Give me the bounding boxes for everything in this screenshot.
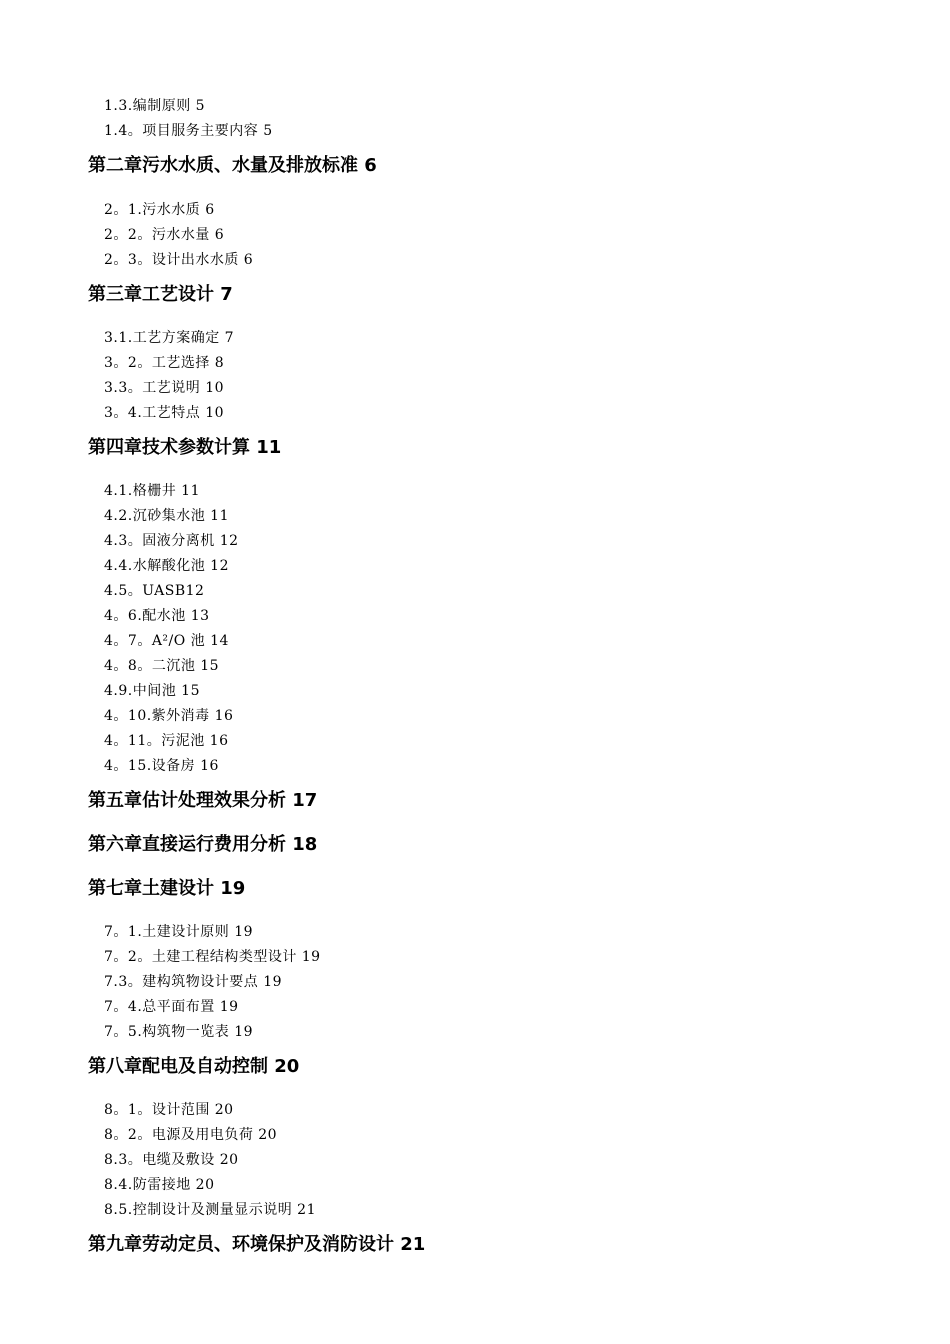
toc-entry-7-5[interactable]: 7。5.构筑物一览表 19 bbox=[104, 1024, 254, 1040]
toc-entry-3-2[interactable]: 3。2。工艺选择 8 bbox=[104, 355, 225, 371]
toc-entry-4-5[interactable]: 4.5。UASB12 bbox=[104, 583, 205, 599]
toc-chapter-5[interactable]: 第五章估计处理效果分析 17 bbox=[88, 790, 318, 811]
toc-chapter-9[interactable]: 第九章劳动定员、环境保护及消防设计 21 bbox=[88, 1234, 426, 1255]
toc-entry-4-7[interactable]: 4。7。A²/O 池 14 bbox=[104, 633, 229, 649]
toc-entry-2-3[interactable]: 2。3。设计出水水质 6 bbox=[104, 252, 254, 268]
toc-entry-4-2[interactable]: 4.2.沉砂集水池 11 bbox=[104, 508, 229, 524]
toc-entry-3-4[interactable]: 3。4.工艺特点 10 bbox=[104, 405, 225, 421]
toc-entry-3-1[interactable]: 3.1.工艺方案确定 7 bbox=[104, 330, 235, 346]
toc-entry-8-4[interactable]: 8.4.防雷接地 20 bbox=[104, 1177, 215, 1193]
toc-entry-7-2[interactable]: 7。2。土建工程结构类型设计 19 bbox=[104, 949, 321, 965]
toc-entry-1-3[interactable]: 1.3.编制原则 5 bbox=[104, 98, 206, 114]
toc-entry-2-2[interactable]: 2。2。污水水量 6 bbox=[104, 227, 225, 243]
toc-entry-4-15[interactable]: 4。15.设备房 16 bbox=[104, 758, 219, 774]
toc-entry-7-3[interactable]: 7.3。建构筑物设计要点 19 bbox=[104, 974, 283, 990]
toc-entry-4-1[interactable]: 4.1.格栅井 11 bbox=[104, 483, 200, 499]
toc-entry-4-6[interactable]: 4。6.配水池 13 bbox=[104, 608, 210, 624]
toc-chapter-7[interactable]: 第七章土建设计 19 bbox=[88, 878, 246, 899]
toc-entry-8-3[interactable]: 8.3。电缆及敷设 20 bbox=[104, 1152, 239, 1168]
toc-entry-7-1[interactable]: 7。1.土建设计原则 19 bbox=[104, 924, 254, 940]
toc-entry-4-4[interactable]: 4.4.水解酸化池 12 bbox=[104, 558, 229, 574]
toc-entry-8-2[interactable]: 8。2。电源及用电负荷 20 bbox=[104, 1127, 278, 1143]
toc-chapter-2[interactable]: 第二章污水水质、水量及排放标准 6 bbox=[88, 155, 377, 176]
toc-entry-4-8[interactable]: 4。8。二沉池 15 bbox=[104, 658, 220, 674]
toc-entry-8-1[interactable]: 8。1。设计范围 20 bbox=[104, 1102, 234, 1118]
toc-entry-4-10[interactable]: 4。10.紫外消毒 16 bbox=[104, 708, 234, 724]
toc-chapter-3[interactable]: 第三章工艺设计 7 bbox=[88, 284, 233, 305]
toc-entry-2-1[interactable]: 2。1.污水水质 6 bbox=[104, 202, 215, 218]
toc-entry-1-4[interactable]: 1.4。项目服务主要内容 5 bbox=[104, 123, 273, 139]
toc-chapter-8[interactable]: 第八章配电及自动控制 20 bbox=[88, 1056, 300, 1077]
toc-entry-4-9[interactable]: 4.9.中间池 15 bbox=[104, 683, 200, 699]
toc-chapter-6[interactable]: 第六章直接运行费用分析 18 bbox=[88, 834, 318, 855]
toc-chapter-4[interactable]: 第四章技术参数计算 11 bbox=[88, 437, 282, 458]
toc-entry-8-5[interactable]: 8.5.控制设计及测量显示说明 21 bbox=[104, 1202, 316, 1218]
toc-entry-3-3[interactable]: 3.3。工艺说明 10 bbox=[104, 380, 225, 396]
toc-entry-4-11[interactable]: 4。11。污泥池 16 bbox=[104, 733, 229, 749]
toc-entry-7-4[interactable]: 7。4.总平面布置 19 bbox=[104, 999, 239, 1015]
toc-entry-4-3[interactable]: 4.3。固液分离机 12 bbox=[104, 533, 239, 549]
